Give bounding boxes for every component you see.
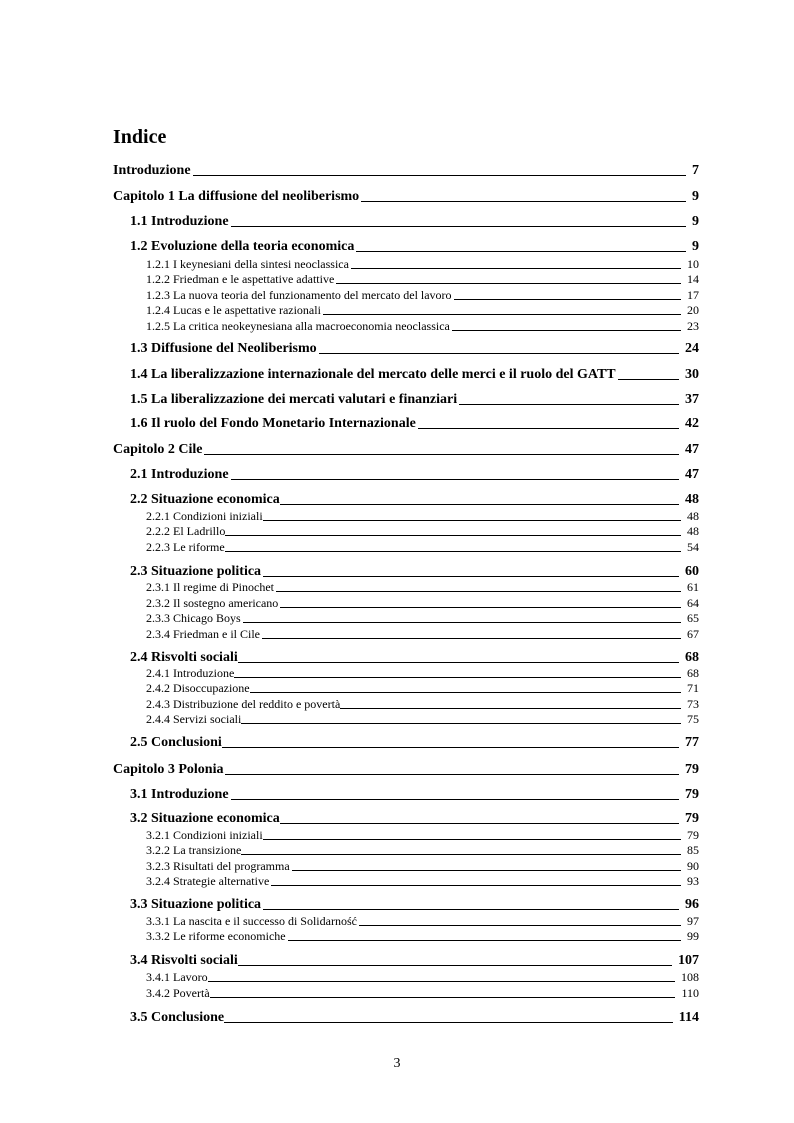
- toc-entry-page: 37: [685, 392, 699, 407]
- toc-entry-title: 3.3.1 La nascita e il successo di Solidarność: [146, 914, 357, 928]
- toc-entry-page: 60: [685, 564, 699, 579]
- toc-entry-page: 108: [681, 970, 699, 984]
- toc-entry-title: 3.1 Introduzione: [130, 787, 229, 802]
- toc-leader-line: [263, 576, 679, 577]
- toc-entry-page: 110: [681, 986, 699, 1000]
- toc-leader-line: [263, 520, 681, 521]
- toc-entry-title: 1.2.3 La nuova teoria del funzionamento del mercato del lavoro: [146, 288, 452, 302]
- toc-entry-title: 1.2.5 La critica neokeynesiana alla macroeconomia neoclassica: [146, 319, 450, 333]
- toc-entry-page: 90: [687, 859, 699, 873]
- toc-entry-title: 3.3.2 Le riforme economiche: [146, 929, 286, 943]
- toc-leader-line: [222, 747, 679, 748]
- toc-entry-title: 3.4 Risvolti sociali: [130, 953, 238, 968]
- toc-leader-line: [250, 692, 681, 693]
- toc-entry-title: 1.6 Il ruolo del Fondo Monetario Internazionale: [130, 416, 416, 431]
- toc-entry-title: 2.5 Conclusioni: [130, 735, 222, 750]
- toc-leader-line: [276, 591, 681, 592]
- toc-entry-page: 24: [685, 341, 699, 356]
- toc-leader-line: [238, 965, 672, 966]
- toc-entry-page: 48: [687, 509, 699, 523]
- toc-entry-page: 67: [687, 627, 699, 641]
- toc-leader-line: [452, 330, 681, 331]
- toc-leader-line: [262, 638, 681, 639]
- toc-leader-line: [210, 997, 676, 998]
- toc-leader-line: [418, 428, 679, 429]
- toc-leader-line: [292, 870, 681, 871]
- toc-entry-page: 77: [685, 735, 699, 750]
- toc-leader-line: [208, 981, 675, 982]
- toc-entry-page: 114: [678, 1010, 699, 1025]
- toc-leader-line: [193, 175, 686, 176]
- toc-entry-title: 2.4.2 Disoccupazione: [146, 681, 250, 695]
- toc-leader-line: [263, 909, 679, 910]
- toc-leader-line: [280, 504, 679, 505]
- toc-entry-page: 7: [692, 163, 699, 178]
- toc-leader-line: [356, 251, 686, 252]
- toc-entry-title: 2.3.2 Il sostegno americano: [146, 596, 279, 610]
- toc-leader-line: [234, 677, 681, 678]
- toc-entry-title: 1.2 Evoluzione della teoria economica: [130, 239, 355, 254]
- toc-leader-line: [241, 723, 681, 724]
- toc-entry-page: 71: [687, 681, 699, 695]
- toc-entry-page: 93: [687, 874, 699, 888]
- toc-leader-line: [319, 353, 679, 354]
- toc-leader-line: [340, 708, 681, 709]
- toc-leader-line: [280, 607, 681, 608]
- toc-entry-title: 1.3 Diffusione del Neoliberismo: [130, 341, 317, 356]
- toc-leader-line: [288, 940, 681, 941]
- toc-entry-title: 1.2.4 Lucas e le aspettative razionali: [146, 303, 321, 317]
- toc-entry-page: 75: [687, 712, 699, 726]
- toc-entry-page: 9: [692, 189, 699, 204]
- toc-entry-title: Capitolo 1 La diffusione del neoliberismo: [113, 189, 360, 204]
- toc-entry-page: 17: [687, 288, 699, 302]
- toc-leader-line: [204, 454, 679, 455]
- toc-entry-page: 10: [687, 257, 699, 271]
- toc-entry-title: 1.5 La liberalizzazione dei mercati valutari e finanziari: [130, 392, 458, 407]
- toc-entry-page: 68: [687, 666, 699, 680]
- toc-entry-title: 2.4.3 Distribuzione del reddito e povertà: [146, 697, 341, 711]
- toc-entry-page: 23: [687, 319, 699, 333]
- toc-entry-title: 3.4.1 Lavoro: [146, 970, 208, 984]
- toc-entry-title: 3.2.3 Risultati del programma: [146, 859, 290, 873]
- toc-entry-title: 3.5 Conclusione: [130, 1010, 225, 1025]
- toc-entry-page: 79: [687, 828, 699, 842]
- toc-leader-line: [351, 268, 681, 269]
- toc-leader-line: [225, 774, 679, 775]
- toc-leader-line: [361, 201, 686, 202]
- toc-leader-line: [323, 314, 681, 315]
- toc-entry-page: 48: [687, 524, 699, 538]
- toc-entry-page: 65: [687, 611, 699, 625]
- toc-entry-page: 30: [685, 367, 699, 382]
- toc-leader-line: [336, 283, 681, 284]
- toc-entry-page: 68: [685, 650, 699, 665]
- toc-entry-page: 14: [687, 272, 699, 286]
- toc-entry-title: 2.2.3 Le riforme: [146, 540, 225, 554]
- toc-entry-title: 1.4 La liberalizzazione internazionale del mercato delle merci e il ruolo del GATT: [130, 367, 616, 382]
- toc-entry-title: 2.2.1 Condizioni iniziali: [146, 509, 263, 523]
- toc-leader-line: [238, 662, 679, 663]
- toc-entry-page: 79: [685, 787, 699, 802]
- toc-entry-title: 1.2.1 I keynesiani della sintesi neoclassica: [146, 257, 349, 271]
- toc-entry-page: 47: [685, 467, 699, 482]
- toc-entry-page: 79: [685, 811, 699, 826]
- toc-entry-page: 61: [687, 580, 699, 594]
- toc-leader-line: [241, 854, 681, 855]
- toc-leader-line: [231, 799, 679, 800]
- toc-entry-page: 9: [692, 214, 699, 229]
- toc-entry-title: 3.4.2 Povertà: [146, 986, 210, 1000]
- toc-entry-title: 2.4.4 Servizi sociali: [146, 712, 242, 726]
- page-title: Indice: [113, 126, 167, 148]
- toc-leader-line: [243, 622, 681, 623]
- toc-leader-line: [280, 823, 679, 824]
- toc-entry-page: 42: [685, 416, 699, 431]
- toc-entry-title: 1.1 Introduzione: [130, 214, 229, 229]
- toc-entry-title: 1.2.2 Friedman e le aspettative adattive: [146, 272, 335, 286]
- toc-entry-title: 2.1 Introduzione: [130, 467, 229, 482]
- toc-entry-title: 2.3.4 Friedman e il Cile: [146, 627, 260, 641]
- toc-entry-page: 47: [685, 442, 699, 457]
- toc-leader-line: [454, 299, 681, 300]
- toc-leader-line: [231, 226, 686, 227]
- toc-leader-line: [359, 925, 681, 926]
- toc-entry-title: 2.3 Situazione politica: [130, 564, 262, 579]
- toc-leader-line: [271, 885, 681, 886]
- toc-entry-page: 85: [687, 843, 699, 857]
- toc-entry-page: 9: [692, 239, 699, 254]
- toc-entry-title: 2.2.2 El Ladrillo: [146, 524, 226, 538]
- toc-entry-title: 2.4.1 Introduzione: [146, 666, 235, 680]
- toc-entry-title: 2.2 Situazione economica: [130, 492, 280, 507]
- toc-entry-page: 97: [687, 914, 699, 928]
- toc-entry-page: 54: [687, 540, 699, 554]
- toc-entry-title: 2.3.1 Il regime di Pinochet: [146, 580, 274, 594]
- toc-entry-title: 3.2.2 La transizione: [146, 843, 242, 857]
- toc-leader-line: [231, 479, 679, 480]
- toc-entry-title: 3.2.1 Condizioni iniziali: [146, 828, 263, 842]
- toc-leader-line: [263, 839, 681, 840]
- toc-entry-page: 20: [687, 303, 699, 317]
- toc-leader-line: [618, 379, 679, 380]
- toc-entry-page: 79: [685, 762, 699, 777]
- page-number: 3: [393, 1056, 401, 1071]
- toc-entry-title: 3.2.4 Strategie alternative: [146, 874, 270, 888]
- toc-entry-page: 99: [687, 929, 699, 943]
- toc-entry-title: Introduzione: [113, 163, 191, 178]
- toc-leader-line: [225, 551, 681, 552]
- toc-entry-title: Capitolo 2 Cile: [113, 442, 203, 457]
- toc-leader-line: [225, 535, 681, 536]
- toc-entry-title: Capitolo 3 Polonia: [113, 762, 224, 777]
- toc-entry-title: 3.3 Situazione politica: [130, 897, 262, 912]
- toc-entry-page: 64: [687, 596, 699, 610]
- toc-entry-page: 73: [687, 697, 699, 711]
- toc-entry-title: 3.2 Situazione economica: [130, 811, 280, 826]
- toc-leader-line: [224, 1022, 673, 1023]
- toc-entry-title: 2.4 Risvolti sociali: [130, 650, 238, 665]
- toc-entry-page: 48: [685, 492, 699, 507]
- toc-entry-title: 2.3.3 Chicago Boys: [146, 611, 241, 625]
- toc-entry-page: 107: [678, 953, 699, 968]
- toc-leader-line: [459, 404, 679, 405]
- toc-entry-page: 96: [685, 897, 699, 912]
